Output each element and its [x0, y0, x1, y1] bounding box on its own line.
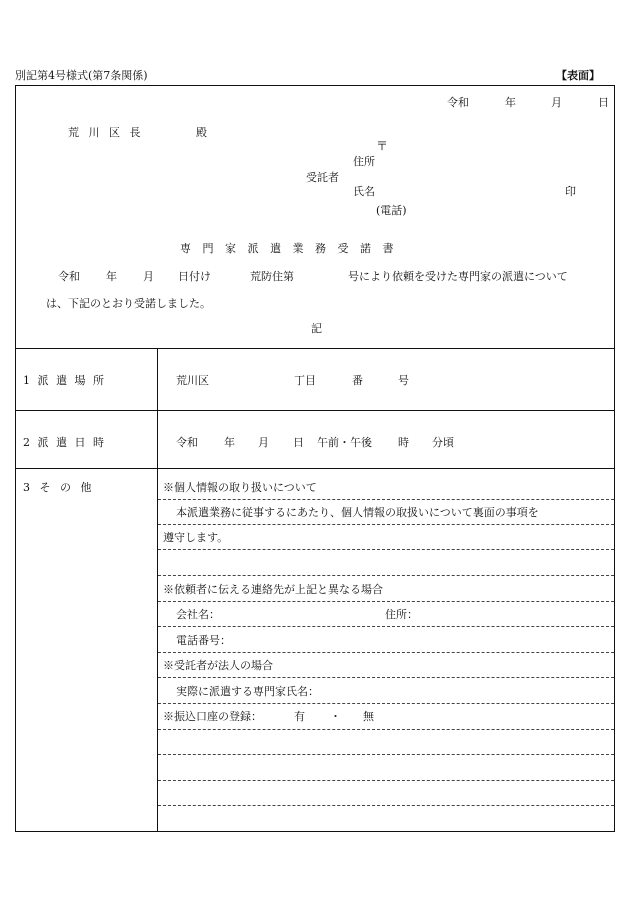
datetime-year: 年: [224, 436, 235, 449]
entry-line-5: [158, 601, 614, 602]
entry-line-2: [158, 524, 614, 525]
datetime-ampm: 午前・午後: [317, 436, 372, 449]
body-month: 月: [143, 270, 154, 283]
date-year: 年: [505, 96, 516, 109]
body-era: 令和: [58, 270, 80, 283]
entry-line-1: [158, 499, 614, 500]
contact-address-label: 住所：: [385, 608, 418, 621]
date-day: 日: [598, 96, 609, 109]
name-label: 氏名: [353, 185, 375, 198]
place-ban: 番: [352, 374, 363, 387]
postal-mark: 〒: [376, 139, 389, 153]
account-yes[interactable]: 有: [294, 710, 305, 723]
entry-line-8: [158, 677, 614, 678]
datetime-era: 令和: [176, 436, 198, 449]
personal-info-title: ※個人情報の取り扱いについて: [163, 481, 317, 494]
addressee-name: 荒 川 区 長: [68, 126, 141, 139]
date-month: 月: [551, 96, 562, 109]
address-label: 住所: [353, 155, 375, 168]
side-label: 【表面】: [556, 69, 600, 82]
contact-phone-label: 電話番号：: [176, 634, 231, 647]
row-divider-place: [15, 410, 615, 411]
personal-info-text-2: 遵守します。: [163, 531, 229, 544]
entry-line-9: [158, 703, 614, 704]
place-go: 号: [398, 374, 409, 387]
body-year: 年: [106, 270, 117, 283]
date-era: 令和: [447, 96, 469, 109]
place-chome: 丁目: [294, 374, 316, 387]
contact-title: ※依頼者に伝える連絡先が上記と異なる場合: [163, 583, 383, 596]
addressee-honorific: 殿: [196, 126, 207, 139]
body-ref-suffix: 号により依頼を受けた専門家の派遣について: [348, 270, 568, 283]
account-separator: ・: [330, 710, 341, 723]
entry-line-6: [158, 626, 614, 627]
body-ref-prefix: 荒防住第: [250, 270, 294, 283]
datetime-minute: 分頃: [432, 436, 454, 449]
ki-mark: 記: [311, 322, 322, 335]
datetime-day: 日: [293, 436, 304, 449]
place-label: 1 派 遣 場 所: [23, 374, 104, 387]
body-line2: は、下記のとおり受諾しました。: [46, 297, 211, 310]
entry-line-11: [158, 754, 614, 755]
label-column-divider: [157, 349, 158, 831]
other-label: 3 そ の 他: [23, 481, 92, 494]
entry-line-10: [158, 729, 614, 730]
entry-line-13: [158, 805, 614, 806]
entry-line-4: [158, 575, 614, 576]
account-label: ※振込口座の登録：: [163, 710, 262, 723]
account-no[interactable]: 無: [363, 710, 374, 723]
datetime-hour: 時: [398, 436, 409, 449]
entry-line-3: [158, 549, 614, 550]
expert-label: 実際に派遣する専門家氏名：: [176, 685, 319, 698]
entry-line-12: [158, 780, 614, 781]
row-divider-datetime: [15, 468, 615, 469]
phone-label: (電話): [376, 204, 407, 217]
body-day-suffix: 日付け: [178, 270, 211, 283]
datetime-month: 月: [258, 436, 269, 449]
form-frame: [15, 85, 615, 832]
entry-line-7: [158, 652, 614, 653]
contractor-role-label: 受託者: [306, 171, 339, 184]
document-title: 専 門 家 派 遣 業 務 受 諾 書: [180, 242, 394, 255]
place-ward: 荒川区: [176, 374, 209, 387]
company-label: 会社名：: [176, 608, 220, 621]
corporate-title: ※受託者が法人の場合: [163, 659, 273, 672]
section-divider: [15, 348, 615, 349]
personal-info-text-1: 本派遣業務に従事するにあたり、個人情報の取扱いについて裏面の事項を: [176, 506, 539, 519]
form-id: 別記第4号様式(第7条関係): [15, 69, 148, 82]
seal-label: 印: [565, 185, 576, 198]
datetime-label: 2 派 遣 日 時: [23, 436, 104, 449]
